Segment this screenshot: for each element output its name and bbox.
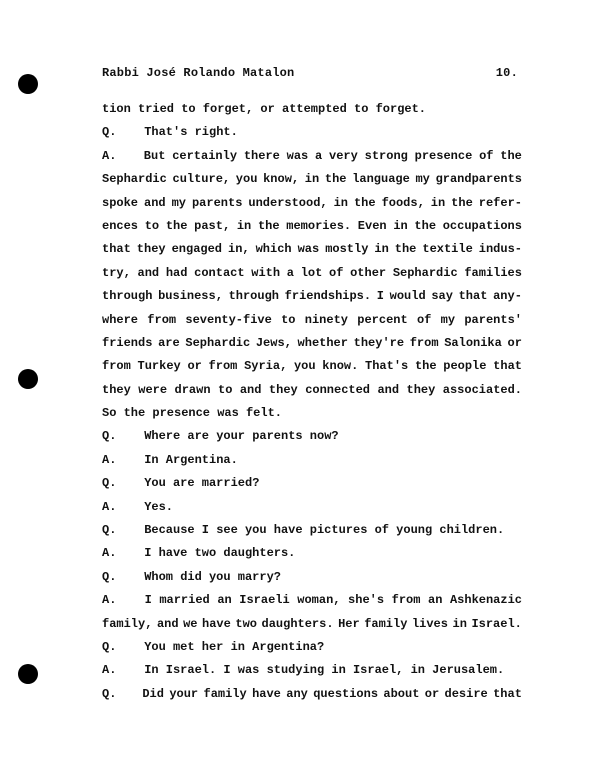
speaker-label: A. <box>102 593 117 608</box>
speaker-label: Q. <box>102 125 117 140</box>
word: Turkey <box>137 359 181 374</box>
word: grandparents <box>435 172 522 187</box>
word: That's <box>365 359 409 374</box>
speaker-label: Q. <box>102 429 117 444</box>
word: But <box>143 148 166 163</box>
word: see <box>216 523 238 538</box>
word: family <box>364 616 408 631</box>
word: pictures <box>309 523 368 538</box>
speaker-label: Q. <box>102 569 117 584</box>
word: In <box>144 452 159 467</box>
word: and <box>156 616 179 631</box>
word: Her <box>338 616 360 631</box>
word: or <box>424 686 440 701</box>
word: say <box>431 289 453 304</box>
word: her <box>201 639 224 654</box>
transcript-line <box>102 472 522 495</box>
word: right. <box>194 125 238 140</box>
word: families <box>464 265 522 280</box>
word: Israel. <box>471 616 522 631</box>
transcript-line <box>102 402 522 425</box>
word: the <box>353 195 376 210</box>
word: now? <box>309 429 339 444</box>
transcript-line <box>102 355 522 378</box>
word: language <box>352 172 410 187</box>
word: in <box>304 172 320 187</box>
word: in <box>452 616 467 631</box>
word: have <box>252 686 281 701</box>
word: in <box>430 195 446 210</box>
word: studying <box>266 663 325 678</box>
word: forget. <box>375 102 427 116</box>
word: In <box>144 663 159 678</box>
word: ninety <box>304 312 348 327</box>
word: marry? <box>237 569 281 584</box>
word: in <box>331 663 346 678</box>
word: know. <box>322 359 359 374</box>
binder-hole-top <box>18 74 38 94</box>
word: the <box>324 172 347 187</box>
word: and <box>137 265 160 280</box>
word: which <box>255 242 292 257</box>
word: presence <box>152 406 210 421</box>
binder-hole-bottom <box>18 664 38 684</box>
word: they're <box>353 335 405 350</box>
word: attempted <box>282 102 347 116</box>
word: You <box>144 639 166 654</box>
word: in <box>230 639 245 654</box>
page-number: 10. <box>495 66 518 80</box>
word: was <box>286 148 309 163</box>
transcript-line <box>102 238 522 261</box>
word: your <box>169 686 199 701</box>
word: that <box>493 359 522 374</box>
transcript-line <box>102 379 522 402</box>
word: I <box>201 523 209 538</box>
word: mostly <box>325 242 369 257</box>
word: Sephardic <box>185 335 251 350</box>
word: Israel, <box>352 663 404 678</box>
word: lot <box>300 265 323 280</box>
word: Sephardic <box>102 172 167 187</box>
transcript-line <box>102 566 522 589</box>
word: Israel. <box>165 663 217 678</box>
transcript-line <box>102 285 522 308</box>
word: textile <box>422 242 473 257</box>
transcript-line <box>102 659 522 682</box>
word: you <box>293 359 316 374</box>
word: You <box>144 476 166 491</box>
transcript-line <box>102 496 522 519</box>
word: desire <box>444 686 488 701</box>
speaker-label: Q. <box>102 476 117 491</box>
transcript-line <box>102 589 522 612</box>
word: Jerusalem. <box>432 663 505 678</box>
word: foods, <box>381 195 425 210</box>
word: felt. <box>245 406 282 421</box>
word: past, <box>194 218 231 233</box>
word: they <box>268 382 298 397</box>
word: any <box>286 686 308 701</box>
word: Even <box>357 218 387 233</box>
transcript-line <box>102 449 522 472</box>
word: forget, <box>202 102 254 116</box>
word: they <box>406 382 436 397</box>
word: Jews, <box>255 335 292 350</box>
word: people <box>443 359 487 374</box>
word: would <box>389 289 426 304</box>
word: to <box>181 102 196 116</box>
speaker-label: Q. <box>102 523 117 538</box>
word: married <box>159 593 210 608</box>
word: your <box>216 429 245 444</box>
word: did <box>180 569 202 584</box>
word: or <box>187 359 202 374</box>
word: in <box>236 218 252 233</box>
word: Ashkenazic <box>449 593 522 608</box>
transcript-line <box>102 425 522 448</box>
header-title: Rabbi José Rolando Matalon <box>102 66 295 80</box>
transcript-line <box>102 636 522 659</box>
word: in <box>333 195 348 210</box>
word: have <box>202 616 231 631</box>
word: any- <box>493 289 522 304</box>
transcript-line <box>102 168 522 191</box>
word: an <box>217 593 232 608</box>
word: to <box>144 218 160 233</box>
word: you <box>244 523 267 538</box>
binder-hole-middle <box>18 369 38 389</box>
transcript-line <box>102 145 522 168</box>
transcript-line <box>102 215 522 238</box>
word: they <box>102 382 131 397</box>
word: they <box>136 242 166 257</box>
word: parents <box>191 195 243 210</box>
word: connected <box>305 382 370 397</box>
word: woman, <box>297 593 341 608</box>
speaker-label: A. <box>102 546 117 561</box>
speaker-label: A. <box>102 148 117 163</box>
word: the <box>414 359 437 374</box>
word: understood, <box>248 195 328 210</box>
word: the <box>414 218 437 233</box>
word: Sephardic <box>392 265 458 280</box>
word: Where <box>144 429 181 444</box>
word: tried <box>138 102 175 116</box>
word: from <box>409 335 439 350</box>
word: or <box>507 335 522 350</box>
word: I <box>376 289 384 304</box>
word: daughters. <box>261 616 334 631</box>
word: of <box>374 523 389 538</box>
word: were <box>138 382 168 397</box>
word: where <box>102 312 139 327</box>
word: friends <box>102 335 153 350</box>
transcript-line <box>102 519 522 542</box>
transcript-line <box>102 332 522 355</box>
word: I <box>144 593 152 608</box>
word: or <box>260 102 275 116</box>
word: try, <box>102 265 131 280</box>
word: young <box>396 523 433 538</box>
word: So <box>102 406 117 421</box>
speaker-label: Q. <box>102 639 117 654</box>
transcript-body <box>102 98 522 706</box>
word: questions <box>313 686 379 701</box>
word: met <box>172 639 195 654</box>
word: an <box>428 593 443 608</box>
word: a <box>286 265 294 280</box>
word: Israeli <box>239 593 290 608</box>
word: That's <box>144 125 188 140</box>
speaker-label: A. <box>102 663 117 678</box>
word: there <box>243 148 280 163</box>
word: of <box>329 265 344 280</box>
word: family, <box>102 616 153 631</box>
word: married? <box>201 476 260 491</box>
word: parents' <box>464 312 522 327</box>
word: daughters. <box>223 546 296 561</box>
word: she's <box>348 593 385 608</box>
word: to <box>218 382 233 397</box>
transcript-line <box>102 309 522 332</box>
word: we <box>183 616 198 631</box>
word: through <box>228 289 279 304</box>
transcript-line <box>102 192 522 215</box>
word: that <box>493 686 522 701</box>
word: very <box>329 148 358 163</box>
word: drawn <box>174 382 211 397</box>
word: you <box>208 569 231 584</box>
word: Did <box>142 686 164 701</box>
word: two <box>194 546 217 561</box>
word: parents <box>252 429 303 444</box>
word: are <box>172 476 195 491</box>
word: refer- <box>478 195 522 210</box>
word: was <box>237 663 260 678</box>
word: of <box>479 148 494 163</box>
word: in <box>374 242 389 257</box>
word: strong <box>364 148 408 163</box>
word: I <box>223 663 231 678</box>
word: the <box>123 406 146 421</box>
word: and <box>377 382 400 397</box>
word: have <box>273 523 303 538</box>
word: culture, <box>172 172 231 187</box>
word: children. <box>439 523 505 538</box>
word: to <box>281 312 296 327</box>
word: that <box>102 242 131 257</box>
word: had <box>165 265 188 280</box>
transcript-line <box>102 262 522 285</box>
word: from <box>102 359 131 374</box>
word: certainly <box>172 148 238 163</box>
word: Syria, <box>244 359 288 374</box>
word: tion <box>102 102 131 116</box>
word: from <box>391 593 421 608</box>
word: two <box>235 616 257 631</box>
word: my <box>440 312 456 327</box>
word: seventy-five <box>185 312 272 327</box>
word: to <box>354 102 369 116</box>
word: was <box>297 242 320 257</box>
word: Argentina? <box>252 639 325 654</box>
word: my <box>415 172 430 187</box>
word: and <box>239 382 262 397</box>
word: Whom <box>144 569 173 584</box>
transcript-line <box>102 121 522 144</box>
word: from <box>147 312 177 327</box>
word: are <box>158 335 180 350</box>
word: the <box>500 148 522 163</box>
word: was <box>217 406 239 421</box>
word: and <box>144 195 166 210</box>
word: in, <box>228 242 250 257</box>
word: the <box>257 218 280 233</box>
word: business, <box>158 289 223 304</box>
word: a <box>315 148 323 163</box>
word: Yes. <box>144 499 173 514</box>
word: with <box>251 265 281 280</box>
word: through <box>102 289 153 304</box>
word: other <box>350 265 387 280</box>
word: in <box>393 218 408 233</box>
transcript-line <box>102 683 522 706</box>
word: percent <box>357 312 408 327</box>
word: that <box>458 289 488 304</box>
word: family <box>203 686 247 701</box>
word: contact <box>194 265 245 280</box>
word: the <box>165 218 188 233</box>
word: I <box>144 546 152 561</box>
speaker-label: A. <box>102 452 117 467</box>
word: have <box>158 546 188 561</box>
word: from <box>208 359 238 374</box>
word: ences <box>102 218 139 233</box>
transcript-line <box>102 542 522 565</box>
word: my <box>171 195 186 210</box>
word: presence <box>414 148 473 163</box>
word: friendships. <box>284 289 372 304</box>
transcript-line <box>102 613 522 636</box>
word: whether <box>297 335 348 350</box>
transcript-line <box>102 98 522 121</box>
speaker-label: A. <box>102 499 117 514</box>
word: memories. <box>286 218 352 233</box>
word: spoke <box>102 195 139 210</box>
word: engaged <box>171 242 223 257</box>
speaker-label: Q. <box>102 686 117 701</box>
word: Salonika <box>444 335 502 350</box>
word: know, <box>263 172 300 187</box>
word: lives <box>411 616 448 631</box>
word: are <box>187 429 209 444</box>
word: Because <box>144 523 195 538</box>
word: the <box>451 195 473 210</box>
word: the <box>394 242 417 257</box>
word: indus- <box>478 242 522 257</box>
word: associated. <box>442 382 522 397</box>
word: about <box>383 686 420 701</box>
word: you <box>235 172 258 187</box>
word: in <box>410 663 425 678</box>
word: Argentina. <box>165 452 238 467</box>
word: occupations <box>442 218 522 233</box>
word: of <box>416 312 432 327</box>
